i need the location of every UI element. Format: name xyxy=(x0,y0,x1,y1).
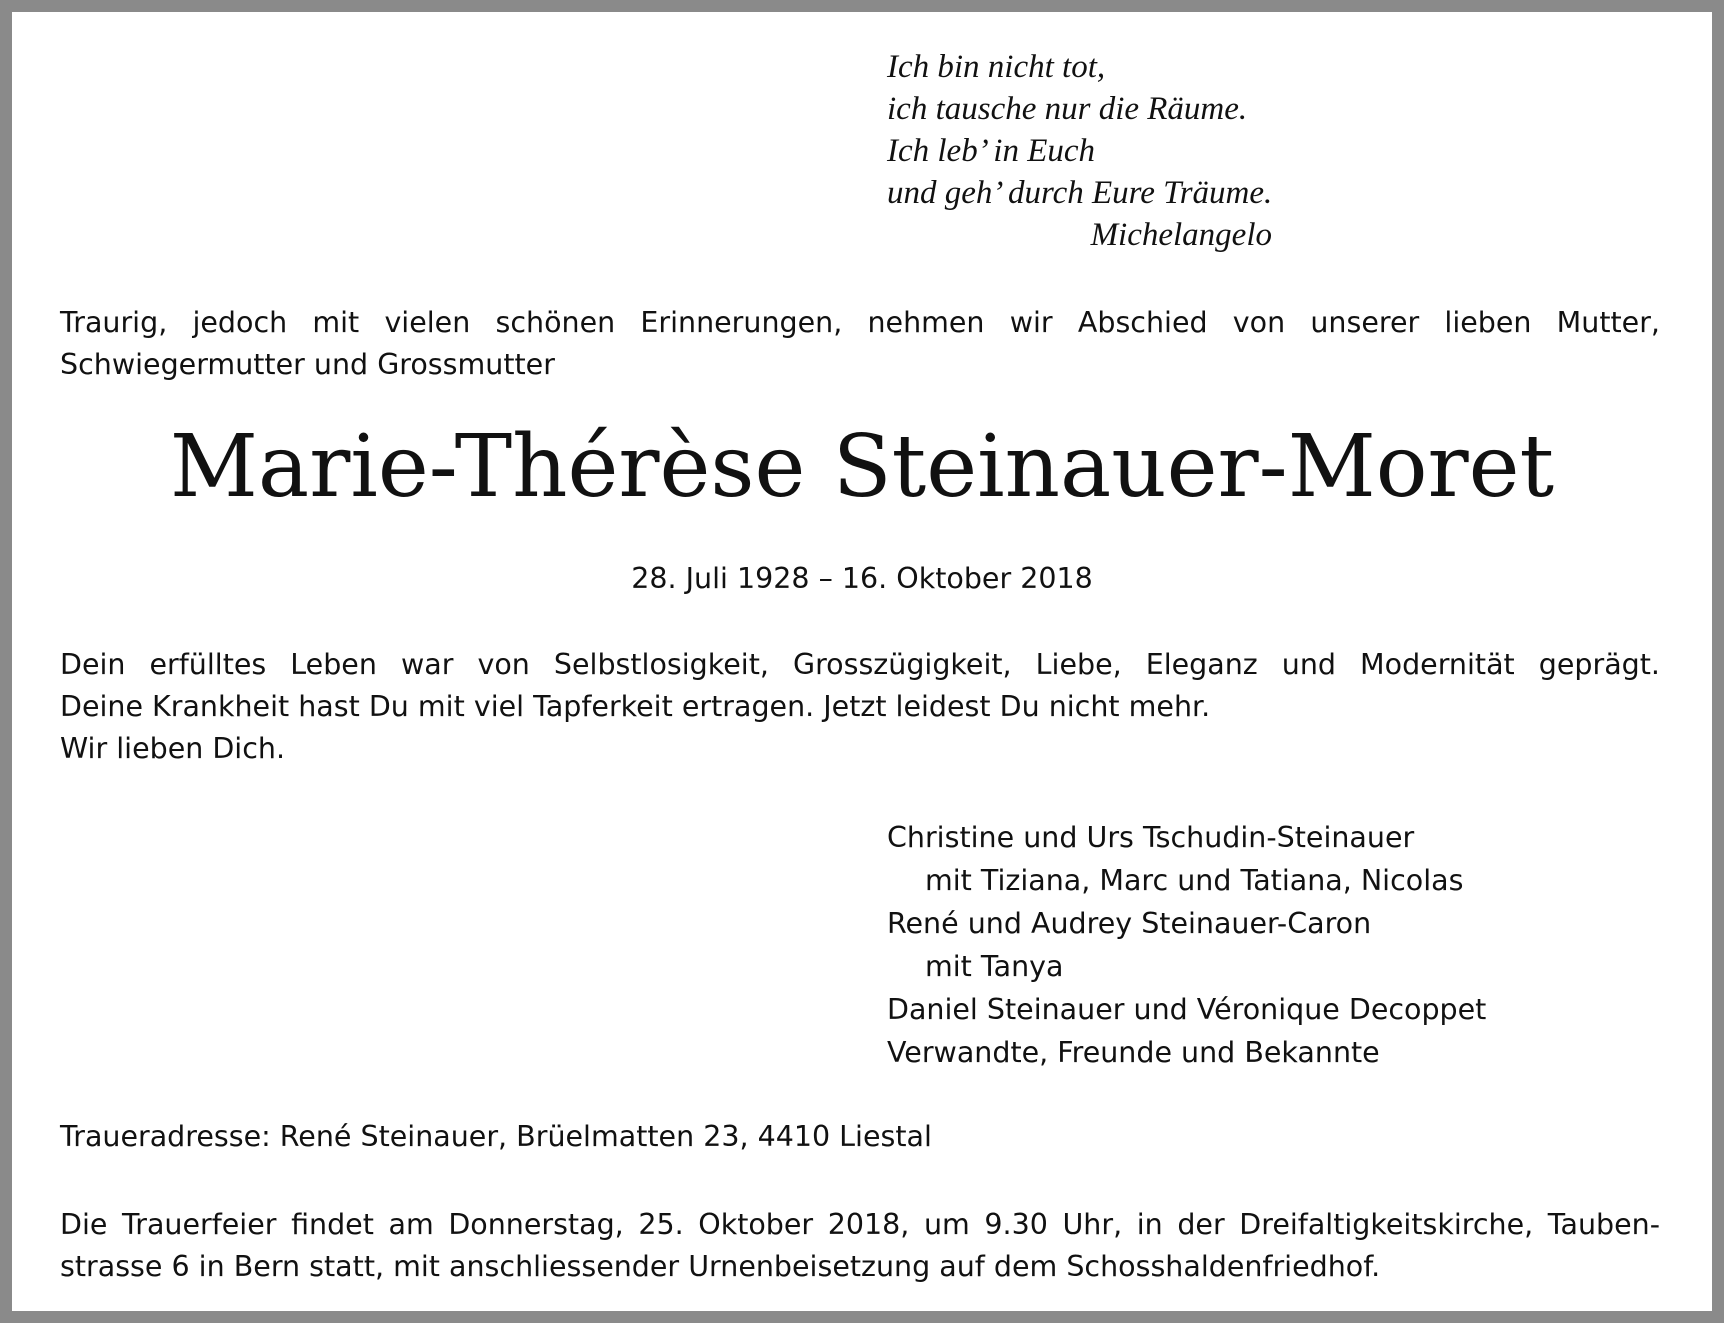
mourner-entry: Verwandte, Freunde und Bekannte xyxy=(887,1036,1380,1069)
poem-line: Ich bin nicht tot, xyxy=(887,49,1106,85)
tribute-line: Dein erfülltes Leben war von Selbstlosigkeit, Grosszügigkeit, Liebe, Eleganz und Modernität geprägt. xyxy=(60,648,1660,681)
mourning-address: Traueradresse: René Steinauer, Brüelmatten 23, 4410 Liestal xyxy=(60,1120,932,1153)
deceased-name: Marie-Thérèse Steinauer-Moret xyxy=(169,417,1555,517)
poem-line: ich tausche nur die Räume. xyxy=(887,91,1248,127)
poem-quote xyxy=(887,46,1272,256)
mourner-entry: mit Tanya xyxy=(925,950,1064,983)
mourner-entry: Christine und Urs Tschudin-Steinauer xyxy=(887,821,1415,854)
mourners-list xyxy=(887,816,1486,1074)
obituary-page xyxy=(12,12,1712,1311)
mourner-entry: René und Audrey Steinauer-Caron xyxy=(887,907,1372,940)
ceremony-info xyxy=(60,1204,1660,1288)
intro-text: Traurig, jedoch mit vielen schönen Erinnerungen, nehmen wir Abschied von unserer lieben Mutter, Schwiegermutter und Grossmutter xyxy=(60,306,1660,381)
poem-author: Michelangelo xyxy=(1090,217,1272,253)
ceremony-line: Die Trauerfeier findet am Donnerstag, 25. Oktober 2018, um 9.30 Uhr, in der Dreifaltigkeitskirche, Tauben- xyxy=(60,1208,1660,1241)
mourner-entry: Daniel Steinauer und Véronique Decoppet xyxy=(887,993,1487,1026)
tribute-line: Deine Krankheit hast Du mit viel Tapferkeit ertragen. Jetzt leidest Du nicht mehr. xyxy=(60,690,1211,723)
ceremony-line: strasse 6 in Bern statt, mit anschliessender Urnenbeisetzung auf dem Schosshaldenfriedhof. xyxy=(60,1250,1381,1283)
poem-line: und geh’ durch Eure Träume. xyxy=(887,175,1273,211)
life-dates: 28. Juli 1928 – 16. Oktober 2018 xyxy=(631,562,1093,595)
tribute-line: Wir lieben Dich. xyxy=(60,732,286,765)
mourner-entry: mit Tiziana, Marc und Tatiana, Nicolas xyxy=(925,864,1464,897)
tribute-text xyxy=(60,644,1660,770)
poem-line: Ich leb’ in Euch xyxy=(887,133,1096,169)
